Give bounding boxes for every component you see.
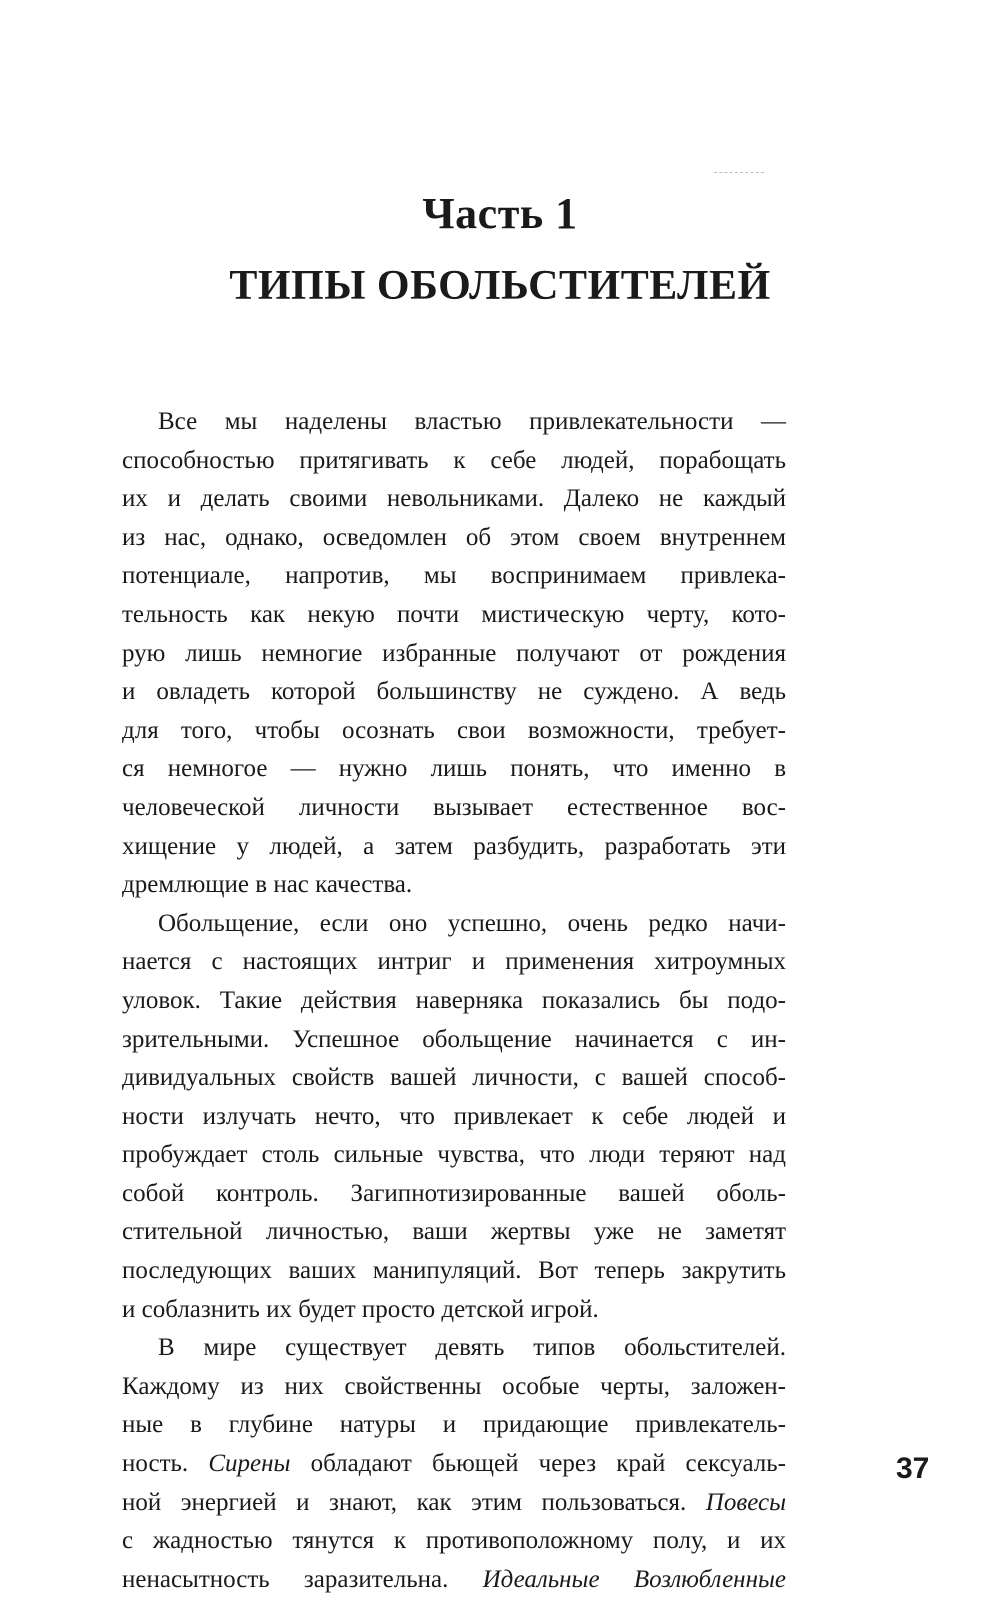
text-line: ненасытность заразительна. Идеальные Возлюбленные xyxy=(122,1565,786,1593)
text-line: человеческой личности вызывает естественное вос- xyxy=(122,793,786,821)
text-line: В мире существует девять типов обольстителей. xyxy=(158,1334,786,1362)
text-line: уловок. Такие действия наверняка показались бы подо- xyxy=(122,986,786,1014)
text-line: ной энергией и знают, как этим пользоваться. Повесы xyxy=(122,1488,786,1516)
text-line: с жадностью тянутся к противоположному полу, и их xyxy=(122,1527,786,1555)
text-line: и соблазнить их будет просто детской игрой. xyxy=(122,1295,599,1323)
seducer-type-rakes: Повесы xyxy=(705,1488,786,1516)
part-label: Часть 1 xyxy=(422,189,578,238)
text-line: нается с настоящих интриг и применения хитроумных xyxy=(122,948,786,976)
text-line: дивидуальных свойств вашей личности, с вашей способ- xyxy=(122,1064,786,1092)
text-line: хищение у людей, а затем разбудить, разработать эти xyxy=(122,832,786,860)
text-line: и овладеть которой большинству не суждено. А ведь xyxy=(122,678,786,706)
text-line: для того, чтобы осознать свои возможности, требует- xyxy=(122,716,786,744)
text-line: тельность как некую почти мистическую черту, кото- xyxy=(122,600,786,628)
text-line: ности излучать нечто, что привлекает к себе людей и xyxy=(122,1102,786,1130)
text-line: собой контроль. Загипнотизированные вашей оболь- xyxy=(122,1179,786,1207)
body-text xyxy=(122,403,786,1599)
chapter-title: ТИПЫ ОБОЛЬСТИТЕЛЕЙ xyxy=(229,263,771,309)
text-line: рую лишь немногие избранные получают от рождения xyxy=(122,639,786,667)
page-number: 37 xyxy=(896,1452,930,1485)
text-line: последующих ваших манипуляций. Вот теперь закрутить xyxy=(122,1257,786,1285)
text-line: Каждому из них свойственны особые черты, заложен- xyxy=(122,1372,786,1400)
text-line: Все мы наделены властью привлекательности — xyxy=(158,408,786,435)
text-line: ные в глубине натуры и придающие привлекатель- xyxy=(122,1411,786,1439)
text-line: ся немногое — нужно лишь понять, что именно в xyxy=(122,755,786,783)
text-line: ность. Сирены обладают бьющей через край сексуаль- xyxy=(122,1450,786,1478)
text-line: пробуждает столь сильные чувства, что люди теряют над xyxy=(122,1141,786,1169)
text-line: Обольщение, если оно успешно, очень редко начи- xyxy=(158,909,786,937)
text-line: способностью притягивать к себе людей, порабощать xyxy=(122,446,786,474)
seducer-type-sirens: Сирены xyxy=(208,1450,291,1478)
text-line: стительной личностью, ваши жертвы уже не заметят xyxy=(122,1218,786,1246)
scan-artifact xyxy=(714,172,764,174)
text-line: из нас, однако, осведомлен об этом своем внутреннем xyxy=(122,523,786,551)
text-line: дремлющие в нас качества. xyxy=(122,871,413,899)
text-line: их и делать своими невольниками. Далеко не каждый xyxy=(122,485,786,513)
seducer-type-ideal-lovers: Идеальные Возлюбленные xyxy=(482,1565,786,1593)
text-line: зрительными. Успешное обольщение начинается с ин- xyxy=(122,1025,786,1053)
text-line: потенциале, напротив, мы воспринимаем привлека- xyxy=(122,562,786,590)
